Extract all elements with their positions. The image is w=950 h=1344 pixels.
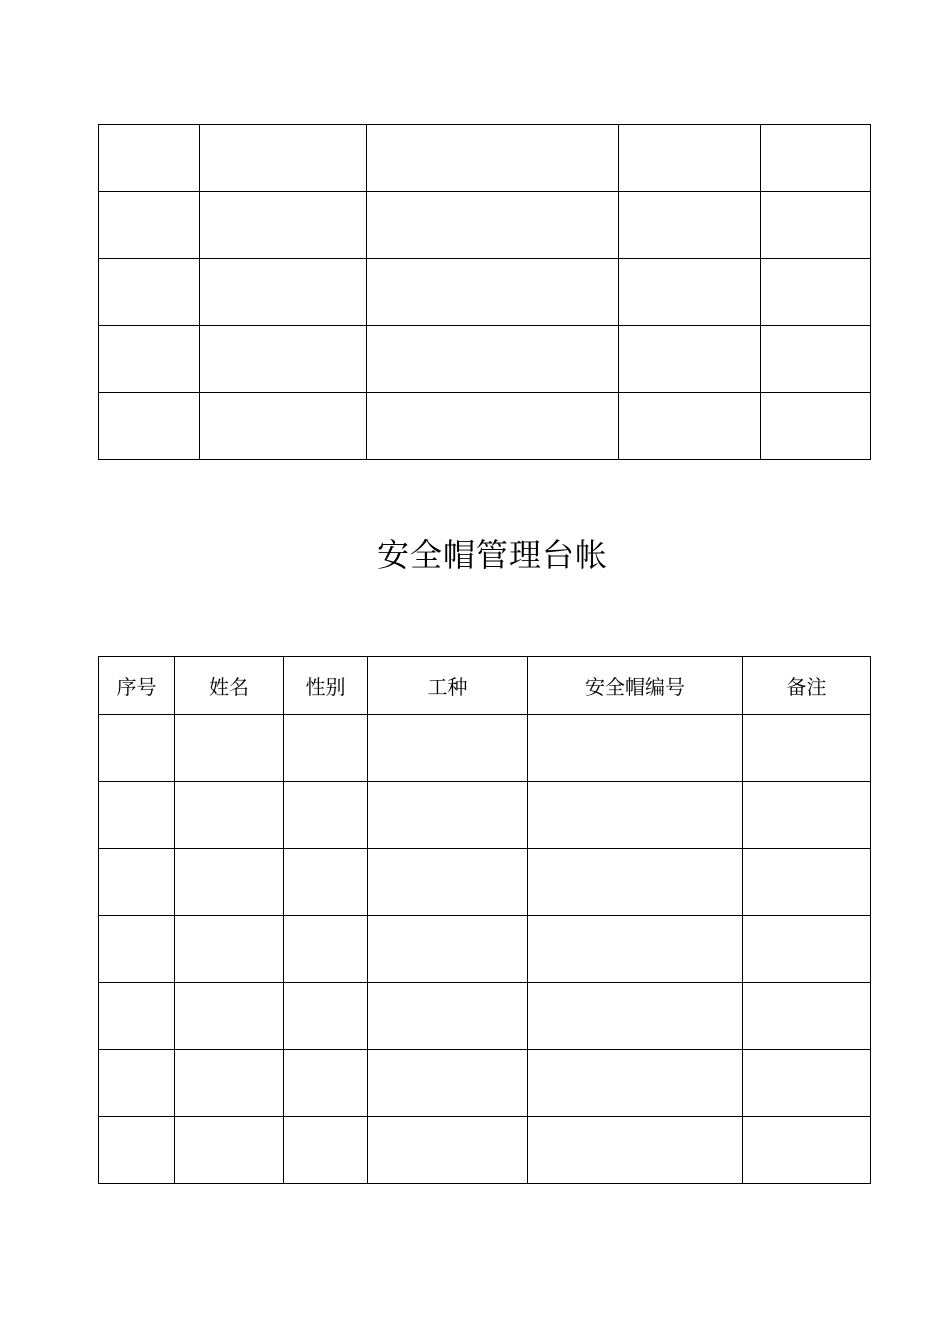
table-cell: [367, 326, 619, 393]
table-row: [99, 715, 871, 782]
table-cell: [175, 782, 284, 849]
table-cell: [284, 1050, 368, 1117]
table-row: [99, 326, 871, 393]
table-cell: [367, 125, 619, 192]
header-helmet-number: 安全帽编号: [528, 657, 743, 715]
table-cell: [99, 1117, 175, 1184]
table-row: [99, 1117, 871, 1184]
table-row: [99, 782, 871, 849]
table-row: [99, 259, 871, 326]
table-cell: [99, 125, 200, 192]
table-cell: [200, 125, 367, 192]
table-cell: [528, 916, 743, 983]
header-job-type: 工种: [368, 657, 528, 715]
table-row: [99, 393, 871, 460]
table-cell: [367, 259, 619, 326]
table-cell: [200, 393, 367, 460]
table-cell: [743, 782, 871, 849]
table-cell: [99, 849, 175, 916]
table-cell: [99, 1050, 175, 1117]
table-cell: [175, 715, 284, 782]
table-cell: [761, 259, 871, 326]
top-table-body: [99, 125, 871, 460]
table-cell: [175, 916, 284, 983]
table-cell: [368, 715, 528, 782]
table-cell: [619, 259, 761, 326]
table-row: [99, 1050, 871, 1117]
table-cell: [368, 1050, 528, 1117]
table-cell: [367, 393, 619, 460]
table-cell: [175, 983, 284, 1050]
table-cell: [619, 192, 761, 259]
table-cell: [284, 983, 368, 1050]
ledger-body: [99, 715, 871, 1184]
table-cell: [99, 192, 200, 259]
top-continuation-table: [98, 124, 871, 460]
table-cell: [99, 983, 175, 1050]
table-cell: [200, 259, 367, 326]
table-cell: [368, 1117, 528, 1184]
table-cell: [761, 192, 871, 259]
table-row: [99, 849, 871, 916]
helmet-ledger-table: [98, 656, 871, 1184]
table-cell: [99, 326, 200, 393]
table-cell: [528, 983, 743, 1050]
table-cell: [528, 715, 743, 782]
table-cell: [743, 849, 871, 916]
table-cell: [367, 192, 619, 259]
table-cell: [761, 393, 871, 460]
table-cell: [284, 849, 368, 916]
table-row: [99, 983, 871, 1050]
table-cell: [284, 782, 368, 849]
table-cell: [743, 916, 871, 983]
table-cell: [99, 916, 175, 983]
table-cell: [284, 916, 368, 983]
table-cell: [175, 1117, 284, 1184]
table-cell: [743, 1050, 871, 1117]
table-cell: [99, 782, 175, 849]
header-row: [99, 657, 871, 715]
table-cell: [368, 782, 528, 849]
table-row: [99, 916, 871, 983]
header-remarks: 备注: [743, 657, 871, 715]
table-cell: [743, 983, 871, 1050]
table-cell: [761, 326, 871, 393]
table-cell: [284, 715, 368, 782]
table-cell: [743, 715, 871, 782]
table-cell: [284, 1117, 368, 1184]
table-cell: [761, 125, 871, 192]
table-cell: [743, 1117, 871, 1184]
table-cell: [368, 849, 528, 916]
table-cell: [99, 259, 200, 326]
header-serial-number: 序号: [99, 657, 175, 715]
page-title: 安全帽管理台帐: [376, 536, 608, 574]
table-cell: [368, 916, 528, 983]
table-cell: [528, 849, 743, 916]
table-cell: [619, 326, 761, 393]
header-gender: 性别: [284, 657, 368, 715]
table-cell: [368, 983, 528, 1050]
table-cell: [200, 326, 367, 393]
table-cell: [528, 1050, 743, 1117]
table-cell: [175, 849, 284, 916]
table-cell: [528, 782, 743, 849]
table-cell: [99, 393, 200, 460]
table-row: [99, 125, 871, 192]
table-cell: [99, 715, 175, 782]
table-row: [99, 192, 871, 259]
table-cell: [619, 393, 761, 460]
table-cell: [200, 192, 367, 259]
header-name: 姓名: [175, 657, 284, 715]
table-cell: [528, 1117, 743, 1184]
table-cell: [619, 125, 761, 192]
table-cell: [175, 1050, 284, 1117]
